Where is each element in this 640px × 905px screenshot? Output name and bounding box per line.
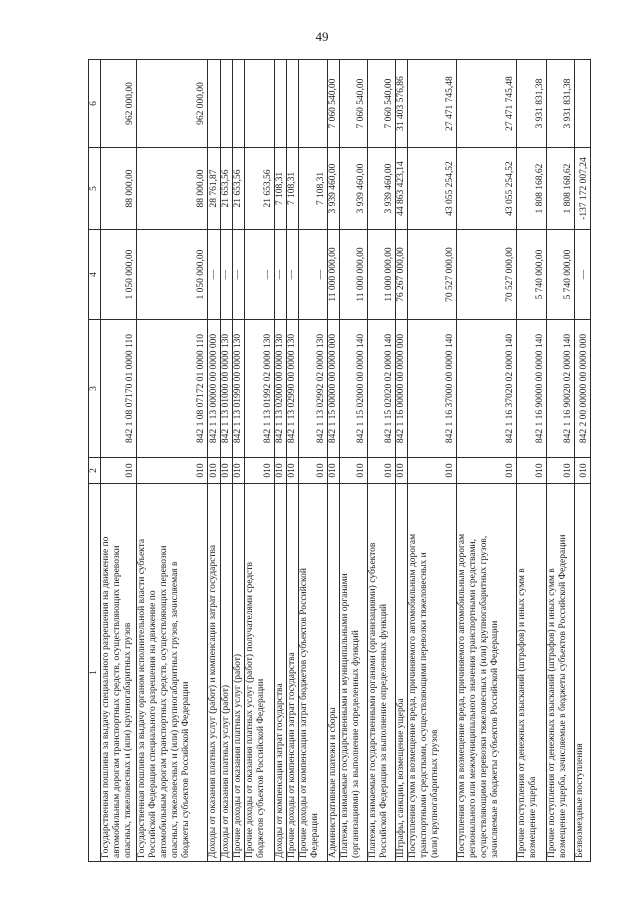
amount-cell: 11 000 000,00 xyxy=(368,230,396,320)
table-row xyxy=(328,60,340,862)
line-code-cell: 010 xyxy=(233,458,245,484)
column-number: 4 xyxy=(89,230,101,320)
column-number: 3 xyxy=(89,320,101,458)
amount-cell: — xyxy=(245,230,275,320)
amount-cell: 43 055 254,52 xyxy=(457,148,517,230)
amount-cell: 21 653,56 xyxy=(245,148,275,230)
indicator-name-cell: Безвозмездные поступления xyxy=(575,484,591,862)
amount-cell: 1 808 168,62 xyxy=(547,148,575,230)
line-code-cell: 010 xyxy=(245,458,275,484)
amount-cell: 3 939 460,00 xyxy=(340,148,368,230)
table-row xyxy=(408,60,457,862)
table-row xyxy=(137,60,208,862)
amount-cell xyxy=(233,60,245,148)
page-number: 49 xyxy=(315,29,329,44)
budget-code-cell: 842 1 13 02000 00 0000 130 xyxy=(275,320,287,458)
amount-cell xyxy=(299,60,328,148)
budget-code-cell: 842 1 15 02000 00 0000 140 xyxy=(340,320,368,458)
revenue-table xyxy=(88,59,591,862)
line-code-cell: 010 xyxy=(221,458,233,484)
indicator-name-cell: Государственная пошлина за выдачу органом исполнительной власти субъекта Российской Федерации специального разрешения на движение по автомобильным дорогам транспортных средств, осуществляющих перевозки опасных, тяжеловесных и (или) крупногабаритных грузов, зачисляемая в бюджеты субъектов Российской Федерации xyxy=(137,484,208,862)
indicator-name-cell: Административные платежи и сборы xyxy=(328,484,340,862)
amount-cell: 1 050 000,00 xyxy=(137,230,208,320)
budget-code-cell: 842 1 08 07172 01 0000 110 xyxy=(137,320,208,458)
table-row xyxy=(517,60,547,862)
table-row xyxy=(275,60,287,862)
amount-cell: 88 000,00 xyxy=(137,148,208,230)
budget-code-cell: 842 1 13 01992 02 0000 130 xyxy=(245,320,275,458)
line-code-cell: 010 xyxy=(368,458,396,484)
indicator-name-cell: Прочие доходы от компенсации затрат государства xyxy=(287,484,299,862)
indicator-name-cell: Доходы от оказания платных услуг (работ) xyxy=(221,484,233,862)
amount-cell: — xyxy=(221,230,233,320)
budget-code-cell: 842 1 16 90000 00 0000 140 xyxy=(517,320,547,458)
budget-code-cell: 842 1 08 07170 01 0000 110 xyxy=(101,320,137,458)
amount-cell: 1 050 000,00 xyxy=(101,230,137,320)
indicator-name-cell: Государственная пошлина за выдачу специального разрешения на движение по автомобильным дорогам транспортных средств, осуществляющих перевозки опасных, тяжеловесных и (или) крупногабаритных грузов xyxy=(101,484,137,862)
amount-cell: — xyxy=(575,230,591,320)
amount-cell: 27 471 745,48 xyxy=(457,60,517,148)
amount-cell: 21 653,56 xyxy=(221,148,233,230)
budget-code-cell: 842 1 16 90020 02 0000 140 xyxy=(547,320,575,458)
budget-code-cell: 842 1 13 00000 00 0000 000 xyxy=(208,320,221,458)
table-row xyxy=(299,60,328,862)
budget-code-cell: 842 1 13 02990 00 0000 130 xyxy=(287,320,299,458)
table-row xyxy=(101,60,137,862)
table-row xyxy=(340,60,368,862)
amount-cell: 27 471 745,48 xyxy=(408,60,457,148)
amount-cell: -137 172 007,24 xyxy=(575,148,591,230)
amount-cell: 88 000,00 xyxy=(101,148,137,230)
amount-cell xyxy=(287,60,299,148)
indicator-name-cell: Поступления сумм в возмещение вреда, причиняемого автомобильным дорогам транспортными средствами, осуществляющими перевозки тяжеловесных и (или) крупногабаритных грузов xyxy=(408,484,457,862)
amount-cell: 5 740 000,00 xyxy=(517,230,547,320)
amount-cell xyxy=(245,60,275,148)
amount-cell: 7 108,31 xyxy=(275,148,287,230)
amount-cell: 43 055 254,52 xyxy=(408,148,457,230)
column-number: 5 xyxy=(89,148,101,230)
indicator-name-cell: Прочие поступления от денежных взысканий (штрафов) и иных сумм в возмещение ущерба, зачисляемые в бюджеты субъектов Российской Федерации xyxy=(547,484,575,862)
table-row xyxy=(575,60,591,862)
amount-cell xyxy=(221,60,233,148)
amount-cell: — xyxy=(287,230,299,320)
table-row xyxy=(208,60,221,862)
column-number: 6 xyxy=(89,60,101,148)
amount-cell: 21 653,56 xyxy=(233,148,245,230)
budget-code-cell: 842 1 16 37020 02 0000 140 xyxy=(457,320,517,458)
line-code-cell: 010 xyxy=(287,458,299,484)
amount-cell: 962 000,00 xyxy=(137,60,208,148)
line-code-cell: 010 xyxy=(299,458,328,484)
amount-cell: 1 808 168,62 xyxy=(517,148,547,230)
line-code-cell: 010 xyxy=(396,458,408,484)
amount-cell: 70 527 000,00 xyxy=(457,230,517,320)
line-code-cell: 010 xyxy=(137,458,208,484)
table-row xyxy=(547,60,575,862)
amount-cell: 11 000 000,00 xyxy=(340,230,368,320)
table-row xyxy=(287,60,299,862)
column-number-row xyxy=(89,60,101,862)
column-number: 1 xyxy=(89,484,101,862)
indicator-name-cell: Штрафы, санкции, возмещение ущерба xyxy=(396,484,408,862)
indicator-name-cell: Прочие доходы от оказания платных услуг (работ) получателями средств бюджетов субъектов Российской Федерации xyxy=(245,484,275,862)
amount-cell: — xyxy=(233,230,245,320)
line-code-cell: 010 xyxy=(408,458,457,484)
amount-cell: 962 000,00 xyxy=(101,60,137,148)
rotated-table-wrapper xyxy=(88,60,592,862)
amount-cell: 44 863 423,14 xyxy=(396,148,408,230)
budget-code-cell: 842 1 16 00000 00 0000 000 xyxy=(396,320,408,458)
amount-cell: 7 060 540,00 xyxy=(328,60,340,148)
indicator-name-cell: Поступления сумм в возмещение вреда, причиняемого автомобильным дорогам регионального или межмуниципального значения транспортными средствами, осуществляющими перевозки тяжеловесных и (или) крупногабаритных грузов, зачисляемые в бюджеты субъектов Российской Федерации xyxy=(457,484,517,862)
amount-cell: 3 939 460,00 xyxy=(368,148,396,230)
table-row xyxy=(245,60,275,862)
indicator-name-cell: Платежи, взимаемые государственными органами (организациями) субъектов Российской Федерации за выполнение определенных функций xyxy=(368,484,396,862)
amount-cell: 28 761,87 xyxy=(208,148,221,230)
budget-code-cell: 842 2 00 00000 00 0000 000 xyxy=(575,320,591,458)
amount-cell: 3 939 460,00 xyxy=(328,148,340,230)
line-code-cell: 010 xyxy=(547,458,575,484)
table-row xyxy=(368,60,396,862)
amount-cell: 7 108,31 xyxy=(299,148,328,230)
table-row xyxy=(396,60,408,862)
line-code-cell: 010 xyxy=(340,458,368,484)
indicator-name-cell: Прочие доходы от компенсации затрат бюджетов субъектов Российской Федерации xyxy=(299,484,328,862)
line-code-cell: 010 xyxy=(328,458,340,484)
budget-code-cell: 842 1 13 02992 02 0000 130 xyxy=(299,320,328,458)
amount-cell: — xyxy=(299,230,328,320)
table-row xyxy=(457,60,517,862)
amount-cell: 76 267 000,00 xyxy=(396,230,408,320)
amount-cell xyxy=(575,60,591,148)
budget-code-cell: 842 1 13 01990 00 0000 130 xyxy=(233,320,245,458)
budget-code-cell: 842 1 15 02020 02 0000 140 xyxy=(368,320,396,458)
indicator-name-cell: Доходы от оказания платных услуг (работ) и компенсации затрат государства xyxy=(208,484,221,862)
amount-cell: 5 740 000,00 xyxy=(547,230,575,320)
amount-cell: 3 931 831,38 xyxy=(517,60,547,148)
line-code-cell: 010 xyxy=(517,458,547,484)
line-code-cell: 010 xyxy=(575,458,591,484)
line-code-cell: 010 xyxy=(275,458,287,484)
amount-cell xyxy=(208,60,221,148)
line-code-cell: 010 xyxy=(101,458,137,484)
amount-cell: 7 060 540,00 xyxy=(368,60,396,148)
table-row xyxy=(233,60,245,862)
amount-cell: 3 931 831,38 xyxy=(547,60,575,148)
budget-code-cell: 842 1 16 37000 00 0000 140 xyxy=(408,320,457,458)
amount-cell: 7 060 540,00 xyxy=(340,60,368,148)
column-number: 2 xyxy=(89,458,101,484)
line-code-cell: 010 xyxy=(208,458,221,484)
amount-cell xyxy=(275,60,287,148)
table-row xyxy=(221,60,233,862)
indicator-name-cell: Платежи, взимаемые государственными и муниципальными органами (организациями) за выполнение определенных функций xyxy=(340,484,368,862)
budget-code-cell: 842 1 13 01000 00 0000 130 xyxy=(221,320,233,458)
amount-cell: 11 000 000,00 xyxy=(328,230,340,320)
line-code-cell: 010 xyxy=(457,458,517,484)
indicator-name-cell: Прочие поступления от денежных взысканий (штрафов) и иных сумм в возмещение ущерба xyxy=(517,484,547,862)
amount-cell: 7 108,31 xyxy=(287,148,299,230)
indicator-name-cell: Доходы от компенсации затрат государства xyxy=(275,484,287,862)
indicator-name-cell: Прочие доходы от оказания платных услуг (работ) xyxy=(233,484,245,862)
amount-cell: 31 403 576,86 xyxy=(396,60,408,148)
amount-cell: 70 527 000,00 xyxy=(408,230,457,320)
amount-cell: — xyxy=(208,230,221,320)
amount-cell: — xyxy=(275,230,287,320)
budget-code-cell: 842 1 15 00000 00 0000 000 xyxy=(328,320,340,458)
